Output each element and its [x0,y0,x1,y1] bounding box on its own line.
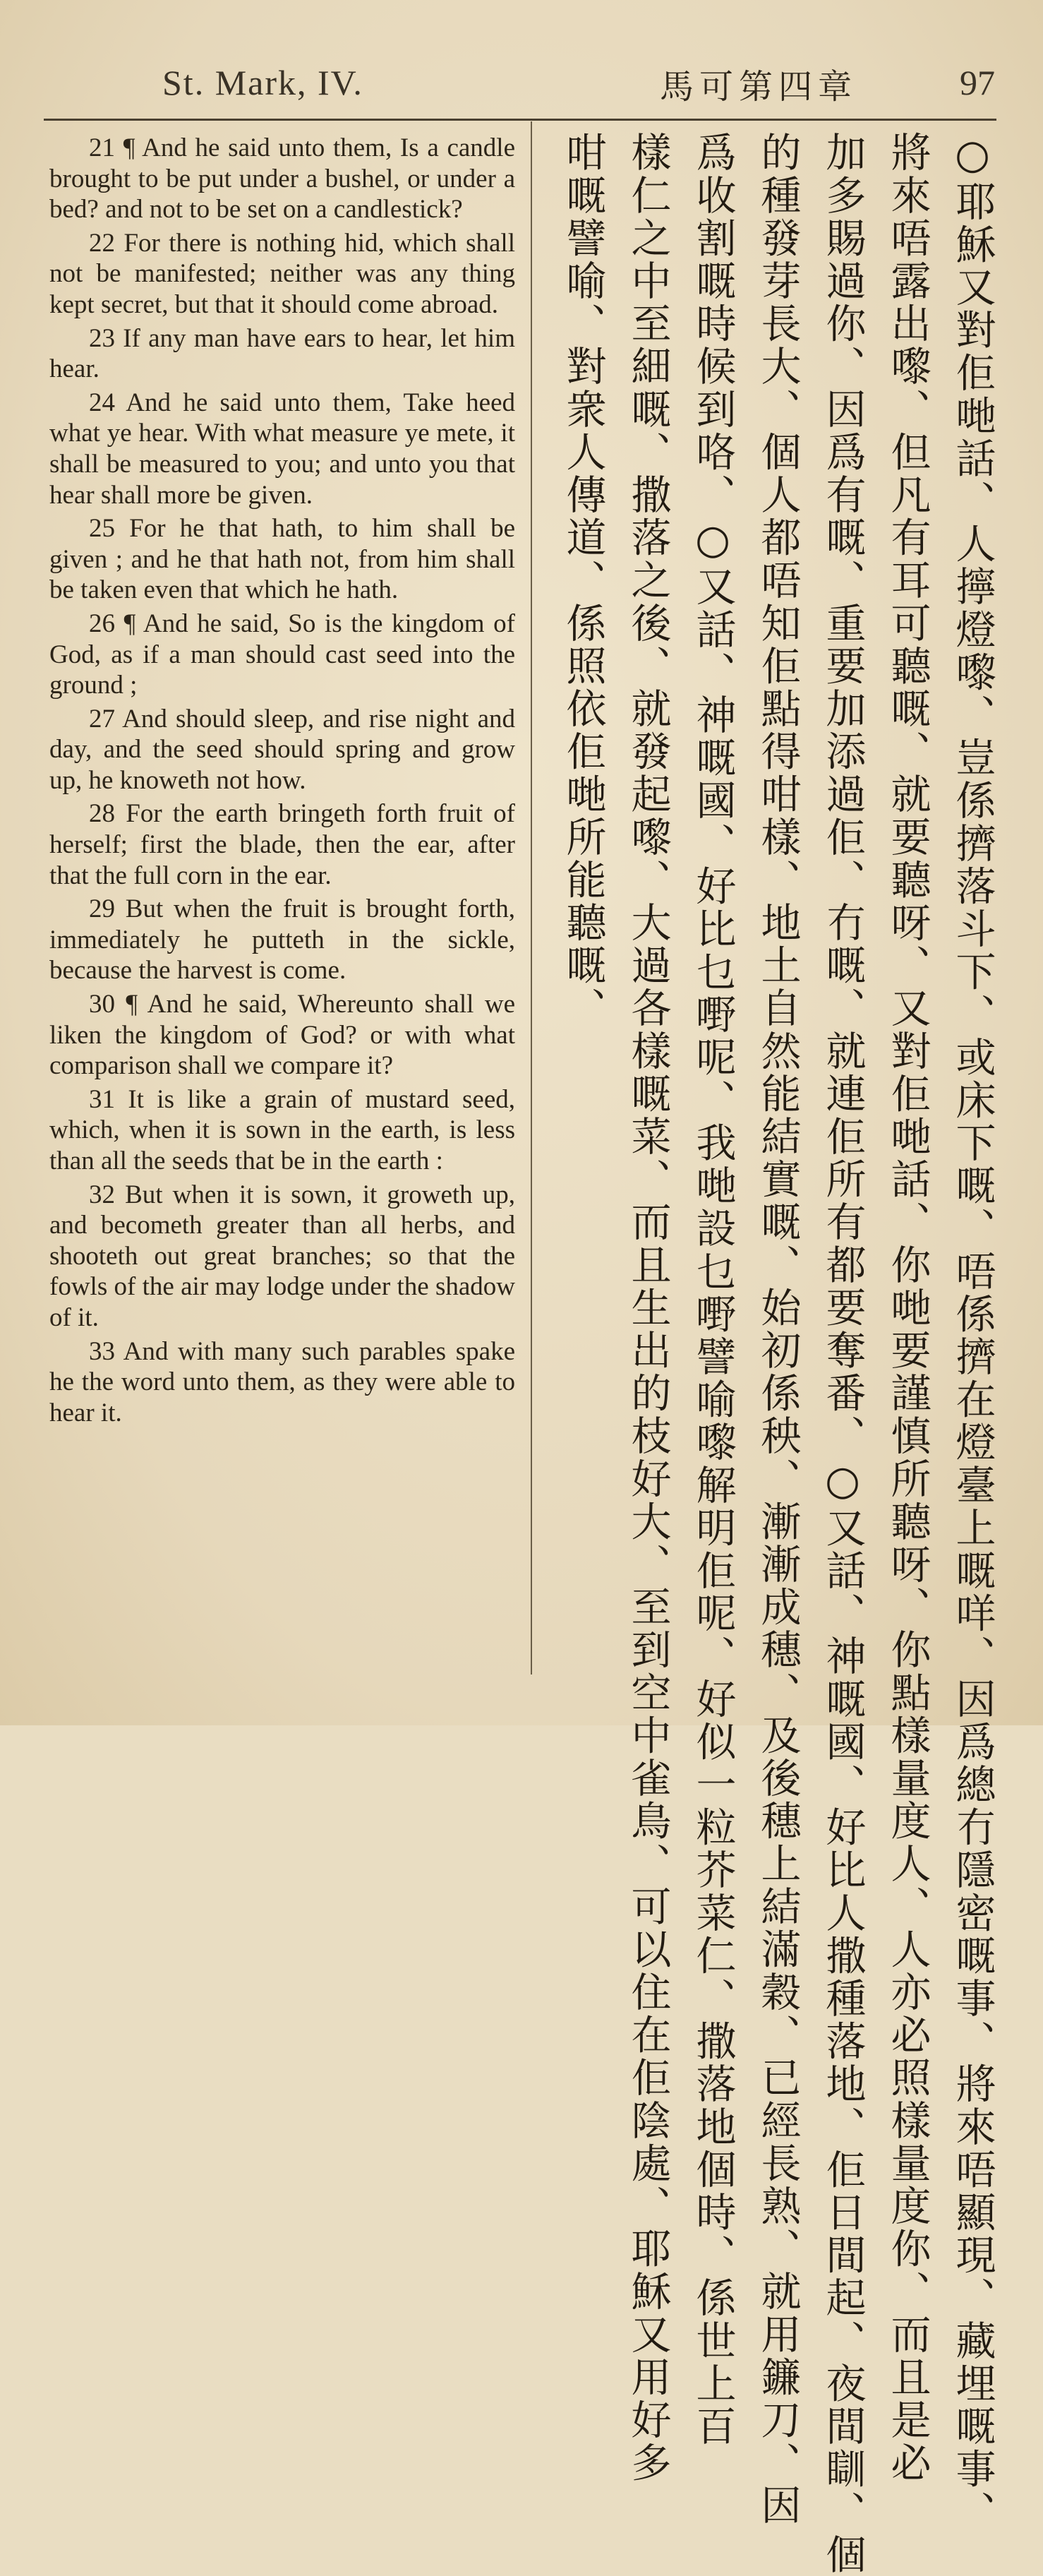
chinese-column-4: 的種發芽長大、個人都唔知佢點得咁樣、地土自然能結實嘅、始初係秧、漸漸成穗、及後穗上結滿穀、已經長熟、就用鐮刀、因 [754,131,801,2527]
header-rule [44,119,996,121]
verse-24: 24 And he said unto them, Take heed what ye hear. With what measure ye mete, it shall be measured to you; and unto you that hear shall more be given. [49,388,515,510]
chinese-chapter-title: 馬可第四章 [660,67,858,107]
english-text-column [49,133,515,1428]
verse-28: 28 For the earth bringeth forth fruit of herself; first the blade, then the ear, after that the full corn in the ear. [49,799,515,890]
verse-31: 31 It is like a grain of mustard seed, which, when it is sown in the earth, is less than all the seeds that be in the earth : [49,1084,515,1175]
verse-33: 33 And with many such parables spake he the word unto them, as they were able to hear it. [49,1336,515,1427]
running-title: St. Mark, IV. [162,63,363,102]
verse-27: 27 And should sleep, and rise night and day, and the seed should spring and grow up, he knoweth not how. [49,704,515,795]
chinese-text-column [543,131,996,2576]
chinese-column-7: 咁嘅譬喻、對衆人傳道、係照依佢哋所能聽嘅、 [560,131,606,1030]
chinese-column-6: 樣仁之中至細嘅、撒落之後、就發起嚟、大過各樣嘅菜、而且生出的枝好大、至到空中雀鳥、可以住在佢陰處、耶穌又用好多 [625,131,671,2484]
chinese-column-5: 爲收割嘅時候到咯、○又話、神嘅國、好比乜嘢呢、我哋設乜嘢譬喻嚟解明佢呢、好似一粒芥菜仁、撒落地個時、係世上百 [689,131,736,2448]
verse-23: 23 If any man have ears to hear, let him hear. [49,323,515,384]
chinese-column-2: 將來唔露出嚟、但凡有耳可聽嘅、就要聽呀、又對佢哋話、你哋要謹慎所聽呀、你點樣量度人、人亦必照樣量度你、而且是必 [884,131,931,2484]
verse-29: 29 But when the fruit is brought forth, immediately he putteth in the sickle, because the harvest is come. [49,894,515,986]
page-number: 97 [960,63,995,102]
column-divider [531,121,532,1675]
verse-21: 21 ¶ And he said unto them, Is a candle brought to be put under a bushel, or under a bed? and not to be set on a candlestick? [49,133,515,224]
chinese-column-3: 加多賜過你、因爲有嘅、重要加添過佢、冇嘅、就連佢所有都要奪番、○又話、神嘅國、好比人撒種落地、佢日間起、夜間瞓、個 [819,131,866,2576]
chinese-column-1: ○耶穌又對佢哋話、人擰燈嚟、豈係擠落斗下、或床下嘅、唔係擠在燈臺上嘅咩、因爲總冇隱密嘅事、將來唔顯現、藏埋嘅事、 [949,131,996,2534]
verse-26: 26 ¶ And he said, So is the kingdom of God, as if a man should cast seed into the ground ; [49,609,515,700]
verse-22: 22 For there is nothing hid, which shall not be manifested; neither was any thing kept secret, but that it should come abroad. [49,228,515,319]
verse-25: 25 For he that hath, to him shall be given ; and he that hath not, from him shall be taken even that which he hath. [49,514,515,605]
verse-32: 32 But when it is sown, it groweth up, and becometh greater than all herbs, and shooteth out great branches; so that the fowls of the air may lodge under the shadow of it. [49,1180,515,1332]
verse-30: 30 ¶ And he said, Whereunto shall we liken the kingdom of God? or with what comparison shall we compare it? [49,990,515,1081]
